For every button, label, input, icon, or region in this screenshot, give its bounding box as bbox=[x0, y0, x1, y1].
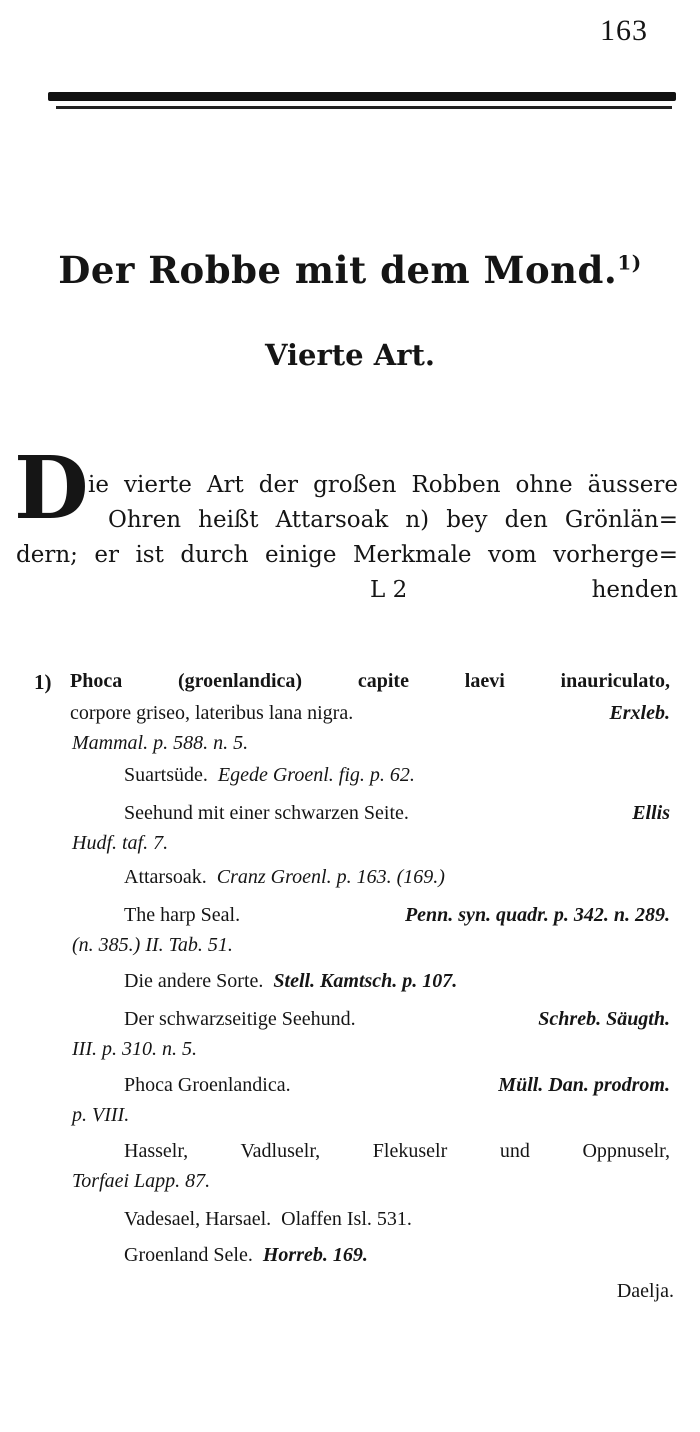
footnote-line bbox=[124, 1008, 670, 1031]
footnote-citation: Cranz Groenl. p. 163. (169.) bbox=[216, 866, 445, 888]
page-subtitle: Vierte Art. bbox=[265, 338, 435, 372]
footnote-line: III. p. 310. n. 5. bbox=[72, 1038, 197, 1060]
footnote-line: Torfaei Lapp. 87. bbox=[72, 1170, 211, 1192]
page-number: 163 bbox=[600, 14, 648, 47]
footnote-line bbox=[124, 764, 415, 787]
footnote-text: corpore griseo, lateribus lana nigra. bbox=[70, 702, 354, 724]
signature-mark: L 2 bbox=[370, 577, 408, 603]
title-footnote-marker: 1) bbox=[617, 250, 642, 275]
footnote-line: Mammal. p. 588. n. 5. bbox=[72, 732, 249, 754]
footnote-text: Suartsüde. bbox=[124, 764, 208, 786]
footnote-citation: Horreb. 169. bbox=[262, 1244, 368, 1266]
footnote-line: (n. 385.) II. Tab. 51. bbox=[72, 934, 233, 956]
footnote-citation: Penn. syn. quadr. p. 342. n. 289. bbox=[404, 904, 670, 926]
footnote-line bbox=[124, 866, 445, 889]
body-line: Ohren heißt Attarsoak n) bey den Grönlän= bbox=[108, 507, 678, 533]
page-title bbox=[0, 248, 700, 292]
footnote-text: The harp Seal. bbox=[124, 904, 241, 926]
footnote-catchword: Daelja. bbox=[616, 1280, 674, 1302]
catchword: henden bbox=[591, 577, 678, 603]
body-line: dern; er ist durch einige Merkmale vom vorherge= bbox=[16, 542, 678, 568]
header-rule-thin bbox=[56, 106, 672, 109]
footnote-text: Attarsoak. bbox=[124, 866, 207, 888]
footnote-line: Hudf. taf. 7. bbox=[72, 832, 169, 854]
footnote-text: Die andere Sorte. bbox=[124, 970, 264, 992]
footnote-text: Vadesael, Harsael. bbox=[124, 1208, 272, 1230]
page-title-text: Der Robbe mit dem Mond. bbox=[58, 248, 618, 292]
footnote-citation: Ellis bbox=[632, 802, 670, 824]
footnote-text: Groenland Sele. bbox=[124, 1244, 253, 1266]
header-rule-thick bbox=[48, 92, 676, 101]
footnote-text: Der schwarzseitige Seehund. bbox=[124, 1008, 356, 1030]
footnote-text: Seehund mit einer schwarzen Seite. bbox=[124, 802, 409, 824]
footnote-line bbox=[124, 1208, 412, 1231]
footnote-label: 1) bbox=[34, 670, 52, 694]
footnote-citation: Schreb. Säugth. bbox=[538, 1008, 670, 1030]
body-line: ie vierte Art der großen Robben ohne äussere bbox=[88, 472, 678, 498]
footnote-line bbox=[70, 702, 670, 725]
drop-cap: D bbox=[14, 438, 89, 539]
footnote-line bbox=[124, 904, 670, 927]
footnote-citation: Egede Groenl. fig. p. 62. bbox=[217, 764, 415, 786]
footnote-line: Hasselr, Vadluselr, Flekuselr und Oppnuselr, bbox=[124, 1140, 670, 1162]
footnote-citation: Stell. Kamtsch. p. 107. bbox=[273, 970, 458, 992]
footnote-line bbox=[124, 1074, 670, 1097]
footnote-citation: Olaffen Isl. 531. bbox=[281, 1208, 412, 1230]
footnote-line: p. VIII. bbox=[72, 1104, 130, 1126]
footnote-line: Phoca (groenlandica) capite laevi inauriculato, bbox=[70, 670, 670, 692]
footnote-text: Phoca Groenlandica. bbox=[124, 1074, 291, 1096]
footnote-citation: Erxleb. bbox=[609, 702, 670, 724]
footnote-line bbox=[124, 1244, 368, 1267]
footnote-line bbox=[124, 970, 457, 993]
footnote-citation: Müll. Dan. prodrom. bbox=[498, 1074, 670, 1096]
footnote-line bbox=[124, 802, 670, 825]
